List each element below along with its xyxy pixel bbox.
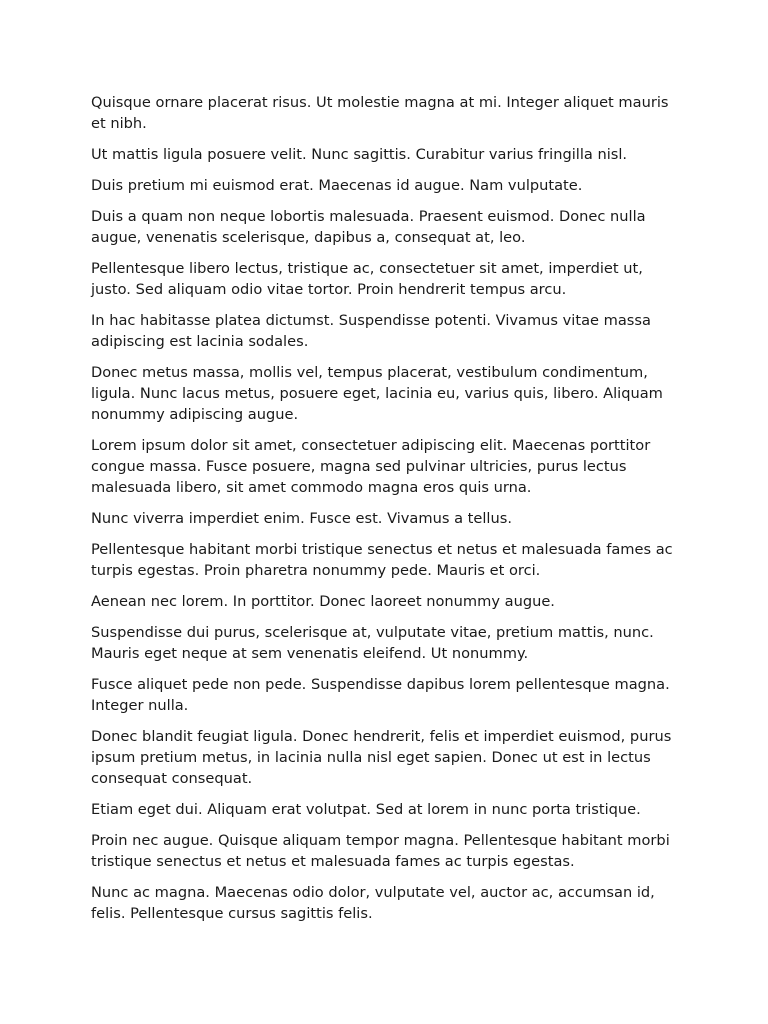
paragraph: Duis pretium mi euismod erat. Maecenas id augue. Nam vulputate.	[91, 177, 583, 194]
paragraph: Aenean nec lorem. In porttitor. Donec laoreet nonummy augue.	[91, 593, 555, 610]
paragraph: Proin nec augue. Quisque aliquam tempor magna. Pellentesque habitant morbi tristique senectus et netus et malesuada fames ac turpis egestas.	[91, 832, 670, 870]
document-body	[91, 92, 679, 934]
paragraph: Pellentesque libero lectus, tristique ac, consectetuer sit amet, imperdiet ut, justo. Sed aliquam odio vitae tortor. Proin hendrerit tempus arcu.	[91, 260, 643, 298]
paragraph: Lorem ipsum dolor sit amet, consectetuer adipiscing elit. Maecenas porttitor congue massa. Fusce posuere, magna sed pulvinar ultricies, purus lectus malesuada libero, sit amet commodo magna eros quis urna.	[91, 437, 651, 496]
paragraph: Fusce aliquet pede non pede. Suspendisse dapibus lorem pellentesque magna. Integer nulla.	[91, 676, 670, 714]
paragraph: Donec blandit feugiat ligula. Donec hendrerit, felis et imperdiet euismod, purus ipsum pretium metus, in lacinia nulla nisl eget sapien. Donec ut est in lectus consequat consequat.	[91, 728, 672, 787]
paragraph: Quisque ornare placerat risus. Ut molestie magna at mi. Integer aliquet mauris et nibh.	[91, 94, 669, 132]
paragraph: Suspendisse dui purus, scelerisque at, vulputate vitae, pretium mattis, nunc. Mauris eget neque at sem venenatis eleifend. Ut nonummy.	[91, 624, 654, 662]
paragraph: In hac habitasse platea dictumst. Suspendisse potenti. Vivamus vitae massa adipiscing est lacinia sodales.	[91, 312, 651, 350]
paragraph: Donec metus massa, mollis vel, tempus placerat, vestibulum condimentum, ligula. Nunc lacus metus, posuere eget, lacinia eu, varius quis, libero. Aliquam nonummy adipiscing augue.	[91, 364, 663, 423]
paragraph: Duis a quam non neque lobortis malesuada. Praesent euismod. Donec nulla augue, venenatis scelerisque, dapibus a, consequat at, leo.	[91, 208, 646, 246]
paragraph: Nunc viverra imperdiet enim. Fusce est. Vivamus a tellus.	[91, 510, 512, 527]
paragraph: Pellentesque habitant morbi tristique senectus et netus et malesuada fames ac turpis egestas. Proin pharetra nonummy pede. Mauris et orci.	[91, 541, 673, 579]
paragraph: Ut mattis ligula posuere velit. Nunc sagittis. Curabitur varius fringilla nisl.	[91, 146, 628, 163]
paragraph: Nunc ac magna. Maecenas odio dolor, vulputate vel, auctor ac, accumsan id, felis. Pellentesque cursus sagittis felis.	[91, 884, 655, 922]
paragraph: Etiam eget dui. Aliquam erat volutpat. Sed at lorem in nunc porta tristique.	[91, 801, 641, 818]
